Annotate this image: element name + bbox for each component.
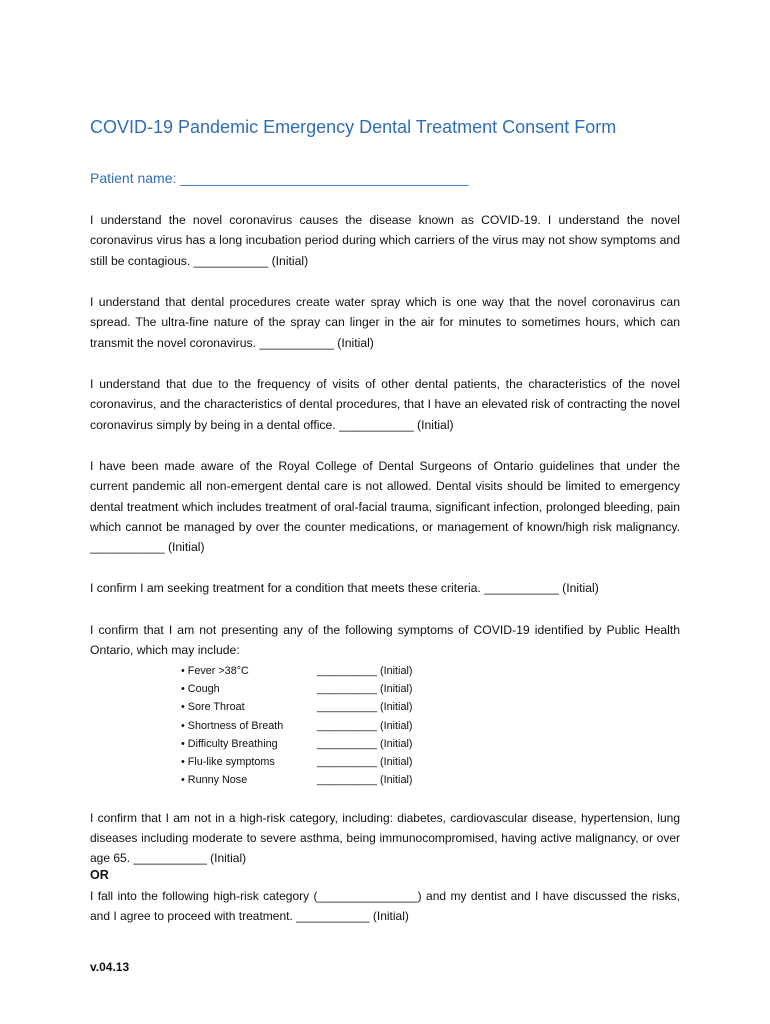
consent-paragraph-symptoms-intro: I confirm that I am not presenting any of the following symptoms of COVID-19 identified by Public Health Ontario, which may include: [90, 623, 680, 658]
symptom-initial-field[interactable]: __________ (Initial) [317, 737, 413, 750]
consent-paragraph-elevated-risk: I understand that due to the frequency of visits of other dental patients, the characteristics of the novel coronavirus, and the characteristics of dental procedures, that I have an elevated risk of contracting the novel coronavirus simply by being in a dental office. ___________ (Initial) [90, 377, 680, 432]
symptom-name: • Shortness of Breath [181, 719, 284, 732]
list-item [181, 753, 412, 771]
symptom-initial-field[interactable]: __________ (Initial) [317, 683, 413, 696]
symptom-list [181, 662, 412, 789]
consent-paragraph-criteria: I confirm I am seeking treatment for a condition that meets these criteria. ___________ (Initial) [90, 581, 599, 595]
consent-paragraph-high-risk: I confirm that I am not in a high-risk category, including: diabetes, cardiovascular disease, hypertension, lung diseases including moderate to severe asthma, being immunocompromised, having active malignancy, or over age 65. ___________ (Initial) [90, 811, 680, 865]
symptom-initial-field[interactable]: __________ (Initial) [317, 701, 413, 714]
symptom-name: • Sore Throat [181, 701, 245, 714]
list-item [181, 662, 412, 680]
list-item [181, 771, 412, 789]
version-label: v.04.13 [90, 960, 130, 974]
symptom-name: • Fever >38°C [181, 665, 249, 677]
symptom-initial-field[interactable]: __________ (Initial) [317, 755, 413, 768]
symptom-name: • Runny Nose [181, 774, 248, 787]
symptom-name: • Flu-like symptoms [181, 755, 275, 768]
symptom-initial-field[interactable]: __________ (Initial) [317, 719, 413, 732]
list-item [181, 680, 412, 698]
list-item [181, 717, 412, 735]
patient-name-field[interactable]: Patient name: _____________________________________ [90, 170, 469, 186]
consent-paragraph-rcdso-guidelines: I have been made aware of the Royal College of Dental Surgeons of Ontario guidelines that under the current pandemic all non-emergent dental care is not allowed. Dental visits should be limited to emergency dental treatment which includes treatment of oral-facial trauma, significant infection, prolonged bleeding, pain which cannot be managed by over the counter medications, or management of known/high risk malignancy. ___________ (Initial) [90, 459, 680, 555]
symptom-name: • Cough [181, 683, 220, 696]
consent-paragraph-water-spray: I understand that dental procedures create water spray which is one way that the novel coronavirus can spread. The ultra-fine nature of the spray can linger in the air for minutes to sometimes hours, which can transmit the novel coronavirus. ___________ (Initial) [90, 295, 680, 350]
consent-paragraph-high-risk-alternative: I fall into the following high-risk category (_______________) and my dentist and I have discussed the risks, and I agree to proceed with treatment. ___________ (Initial) [90, 889, 680, 923]
symptom-name: • Difficulty Breathing [181, 737, 278, 750]
or-label: OR [90, 868, 109, 882]
symptom-initial-field[interactable]: __________ (Initial) [317, 665, 413, 677]
form-title: COVID-19 Pandemic Emergency Dental Treatment Consent Form [90, 117, 617, 137]
consent-paragraph-incubation: I understand the novel coronavirus causes the disease known as COVID-19. I understand the novel coronavirus virus has a long incubation period during which carriers of the virus may not show symptoms and still be contagious. ___________ (Initial) [90, 213, 680, 268]
list-item [181, 698, 412, 716]
symptom-initial-field[interactable]: __________ (Initial) [317, 774, 413, 787]
list-item [181, 735, 412, 753]
